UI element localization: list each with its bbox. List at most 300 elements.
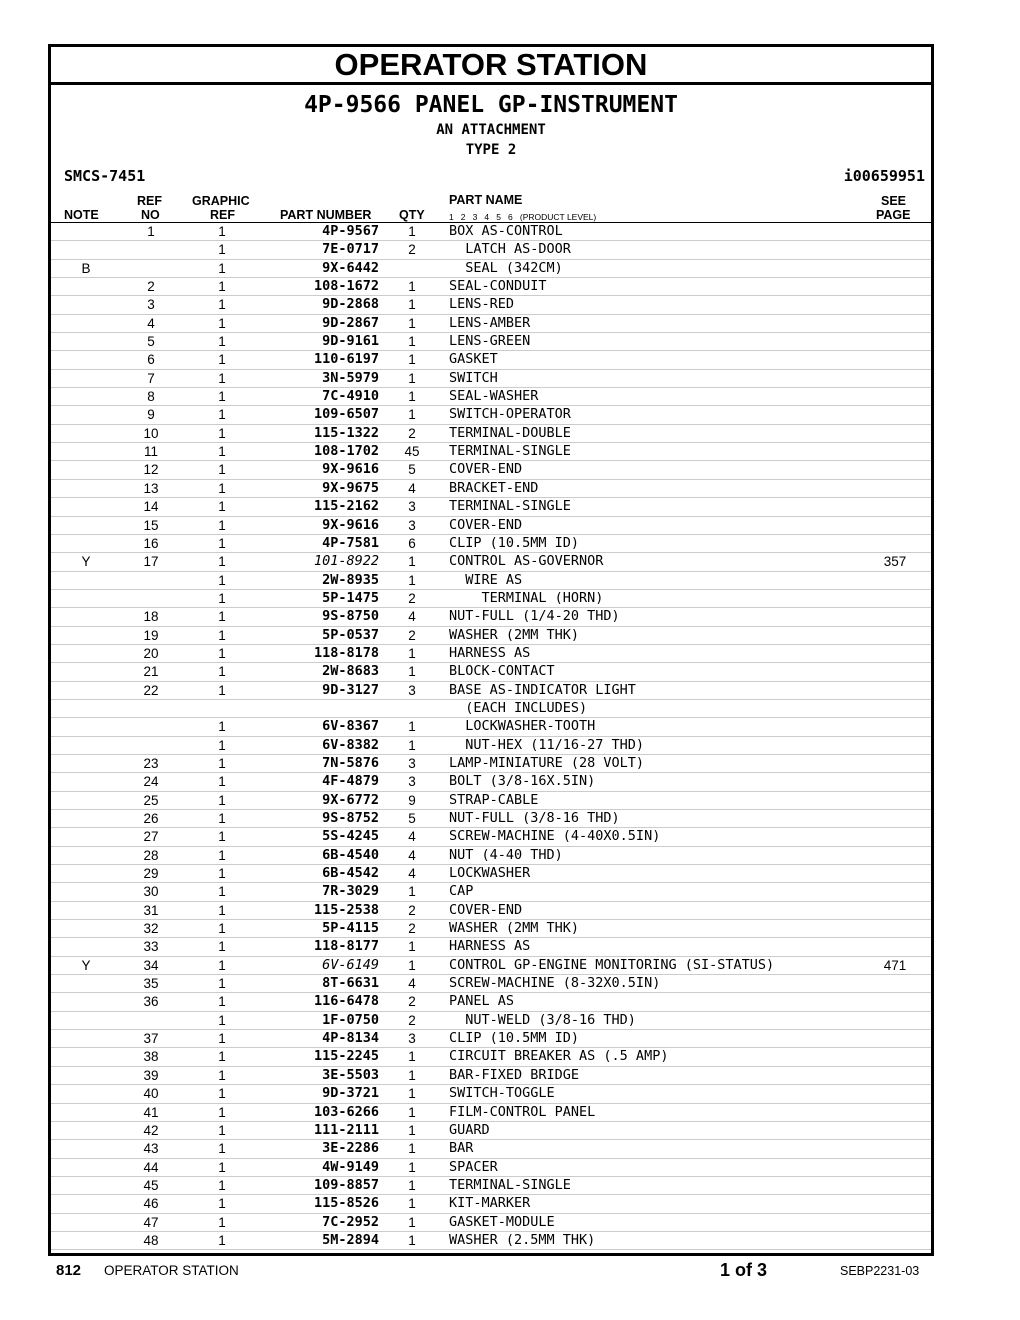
row-part-name: SEAL-WASHER xyxy=(449,388,539,405)
row-qty: 1 xyxy=(408,1049,416,1065)
row-graphic-ref: 1 xyxy=(218,811,226,826)
row-part-number: 9D-9161 xyxy=(322,333,379,350)
row-ref-no: 22 xyxy=(143,682,159,698)
row-qty: 5 xyxy=(408,811,416,826)
row-qty: 4 xyxy=(408,829,416,845)
row-part-name: TERMINAL-DOUBLE xyxy=(449,424,571,441)
row-graphic-ref: 1 xyxy=(218,1049,226,1065)
row-qty: 1 xyxy=(408,554,416,570)
table-row xyxy=(51,1159,931,1177)
row-part-number: 110-6197 xyxy=(313,351,379,368)
row-part-number: 6V-8367 xyxy=(322,718,379,735)
row-ref-no: 2 xyxy=(147,279,155,295)
row-graphic-ref: 1 xyxy=(218,976,226,992)
row-part-name: GUARD xyxy=(449,1121,490,1138)
table-row xyxy=(51,278,931,296)
row-qty: 1 xyxy=(408,279,416,295)
row-part-name: BOLT (3/8-16X.5IN) xyxy=(449,773,596,790)
row-graphic-ref: 1 xyxy=(218,921,226,937)
row-qty: 1 xyxy=(408,389,416,405)
row-qty: 45 xyxy=(404,444,420,460)
table-row xyxy=(51,828,931,846)
row-graphic-ref: 1 xyxy=(218,884,226,900)
footer-section: OPERATOR STATION xyxy=(104,1263,239,1278)
row-qty: 3 xyxy=(408,499,416,515)
header-note: NOTE xyxy=(64,208,99,222)
row-part-name: BAR xyxy=(449,1140,474,1157)
row-graphic-ref: 1 xyxy=(218,1031,226,1047)
table-row xyxy=(51,517,931,535)
row-qty: 2 xyxy=(408,242,416,258)
row-graphic-ref: 1 xyxy=(218,224,226,239)
row-qty: 4 xyxy=(408,866,416,882)
table-row xyxy=(51,957,931,975)
row-part-number: 5P-4115 xyxy=(322,920,379,937)
table-row xyxy=(51,1195,931,1213)
row-part-name: COVER-END xyxy=(449,901,523,918)
table-header xyxy=(51,190,931,223)
row-part-name: NUT-WELD (3/8-16 THD) xyxy=(449,1011,636,1028)
row-part-name: NUT-HEX (11/16-27 THD) xyxy=(449,736,645,753)
row-qty: 1 xyxy=(408,1232,416,1248)
row-qty: 1 xyxy=(408,407,416,423)
row-qty: 1 xyxy=(408,224,416,239)
row-ref-no: 12 xyxy=(143,462,159,478)
row-part-number: 7R-3029 xyxy=(322,883,379,900)
row-part-number: 1F-0750 xyxy=(322,1011,379,1028)
row-graphic-ref: 1 xyxy=(218,535,226,551)
row-part-name: (EACH INCLUDES) xyxy=(449,699,588,716)
row-part-number: 2W-8683 xyxy=(322,663,379,680)
row-graphic-ref: 1 xyxy=(218,866,226,882)
row-part-number: 6B-4542 xyxy=(322,865,379,882)
row-graphic-ref: 1 xyxy=(218,315,226,331)
table-row xyxy=(51,590,931,608)
row-ref-no: 42 xyxy=(143,1122,159,1138)
page-footer xyxy=(0,1260,1020,1284)
row-part-number: 7N-5876 xyxy=(322,754,379,771)
row-graphic-ref: 1 xyxy=(218,939,226,955)
row-graphic-ref: 1 xyxy=(218,554,226,570)
row-graphic-ref: 1 xyxy=(218,627,226,643)
row-ref-no: 39 xyxy=(143,1067,159,1083)
header-ref-top: REF xyxy=(137,194,162,208)
row-part-number: 9X-9616 xyxy=(322,516,379,533)
row-part-name: FILM-CONTROL PANEL xyxy=(449,1103,596,1120)
row-qty: 4 xyxy=(408,480,416,496)
row-graphic-ref: 1 xyxy=(218,1141,226,1157)
row-ref-no: 18 xyxy=(143,609,159,625)
row-part-number: 6B-4540 xyxy=(322,846,379,863)
row-part-number: 7C-4910 xyxy=(322,388,379,405)
table-row xyxy=(51,993,931,1011)
row-part-number: 6V-8382 xyxy=(322,736,379,753)
row-part-number: 9X-6772 xyxy=(322,791,379,808)
table-row xyxy=(51,1085,931,1103)
row-part-name: LOCKWASHER-TOOTH xyxy=(449,718,596,735)
row-part-number: 7C-2952 xyxy=(322,1213,379,1230)
row-part-number: 9S-8750 xyxy=(322,608,379,625)
subtitle-attachment: AN ATTACHMENT xyxy=(436,122,546,138)
row-ref-no: 7 xyxy=(147,370,155,386)
row-note: Y xyxy=(81,554,91,570)
illustration-id: i00659951 xyxy=(843,167,925,185)
row-ref-no: 27 xyxy=(143,829,159,845)
row-qty: 1 xyxy=(408,957,416,973)
row-ref-no: 28 xyxy=(143,847,159,863)
row-graphic-ref: 1 xyxy=(218,279,226,295)
row-part-number: 4F-4879 xyxy=(322,773,379,790)
table-row xyxy=(51,461,931,479)
row-part-name: CAP xyxy=(449,883,474,900)
row-part-name: NUT (4-40 THD) xyxy=(449,846,563,863)
subtitle-type: TYPE 2 xyxy=(465,142,517,158)
table-row xyxy=(51,792,931,810)
row-part-name: LENS-GREEN xyxy=(449,333,531,350)
table-row xyxy=(51,920,931,938)
row-part-number: 6V-6149 xyxy=(322,956,379,973)
row-graphic-ref: 1 xyxy=(218,242,226,258)
row-graphic-ref: 1 xyxy=(218,682,226,698)
table-row xyxy=(51,938,931,956)
table-row xyxy=(51,296,931,314)
row-qty: 3 xyxy=(408,1031,416,1047)
row-part-number: 115-8526 xyxy=(313,1195,379,1212)
row-qty: 1 xyxy=(408,719,416,735)
row-qty: 1 xyxy=(408,645,416,661)
row-qty: 1 xyxy=(408,1086,416,1102)
row-part-number: 4P-7581 xyxy=(322,534,379,551)
row-graphic-ref: 1 xyxy=(218,737,226,753)
row-ref-no: 23 xyxy=(143,755,159,771)
table-row xyxy=(51,645,931,663)
row-part-name: WASHER (2MM THK) xyxy=(449,626,580,643)
row-graphic-ref: 1 xyxy=(218,1104,226,1120)
row-part-number: 116-6478 xyxy=(313,993,379,1010)
row-part-name: WASHER (2MM THK) xyxy=(449,920,580,937)
footer-page-of: 1 of 3 xyxy=(720,1260,768,1280)
row-graphic-ref: 1 xyxy=(218,609,226,625)
row-ref-no: 44 xyxy=(143,1159,159,1175)
row-ref-no: 9 xyxy=(147,407,155,423)
footer-page-number: 812 xyxy=(56,1262,82,1279)
row-graphic-ref: 1 xyxy=(218,1196,226,1212)
row-part-number: 109-6507 xyxy=(313,406,379,423)
row-graphic-ref: 1 xyxy=(218,444,226,460)
table-row xyxy=(51,1177,931,1195)
row-ref-no: 14 xyxy=(143,499,159,515)
table-row xyxy=(51,865,931,883)
table-row xyxy=(51,663,931,681)
row-part-name: SWITCH-TOGGLE xyxy=(449,1085,555,1102)
row-graphic-ref: 1 xyxy=(218,957,226,973)
row-qty: 3 xyxy=(408,755,416,771)
row-part-name: CLIP (10.5MM ID) xyxy=(449,1030,580,1047)
row-part-name: LATCH AS-DOOR xyxy=(449,241,571,258)
row-part-number: 103-6266 xyxy=(313,1103,379,1120)
row-graphic-ref: 1 xyxy=(218,1177,226,1193)
row-qty: 3 xyxy=(408,774,416,790)
row-part-number: 9X-9616 xyxy=(322,461,379,478)
row-graphic-ref: 1 xyxy=(218,260,226,276)
row-qty: 1 xyxy=(408,1141,416,1157)
row-part-name: LAMP-MINIATURE (28 VOLT) xyxy=(449,754,645,771)
row-ref-no: 37 xyxy=(143,1031,159,1047)
row-part-number: 3E-5503 xyxy=(322,1066,379,1083)
row-part-name: BRACKET-END xyxy=(449,479,539,496)
row-ref-no: 17 xyxy=(143,554,159,570)
row-ref-no: 11 xyxy=(143,444,158,460)
row-part-number: 111-2111 xyxy=(313,1121,379,1138)
table-row xyxy=(51,700,931,718)
footer-doc-id: SEBP2231-03 xyxy=(840,1264,920,1278)
row-ref-no: 13 xyxy=(143,480,159,496)
row-qty: 2 xyxy=(408,425,416,441)
header-qty: QTY xyxy=(399,208,425,222)
row-part-number: 4P-8134 xyxy=(322,1030,379,1047)
row-part-number: 9D-2868 xyxy=(322,296,379,313)
row-ref-no: 3 xyxy=(147,297,155,313)
row-graphic-ref: 1 xyxy=(218,994,226,1010)
row-graphic-ref: 1 xyxy=(218,407,226,423)
row-ref-no: 34 xyxy=(143,957,159,973)
row-part-name: SWITCH xyxy=(449,369,498,386)
table-row xyxy=(51,480,931,498)
row-ref-no: 19 xyxy=(143,627,159,643)
table-row xyxy=(51,975,931,993)
row-graphic-ref: 1 xyxy=(218,755,226,771)
table-row xyxy=(51,443,931,461)
row-part-name: LOCKWASHER xyxy=(449,865,531,882)
row-part-name: BASE AS-INDICATOR LIGHT xyxy=(449,681,636,698)
row-part-number: 2W-8935 xyxy=(322,571,379,588)
row-ref-no: 30 xyxy=(143,884,159,900)
header-graphic-top: GRAPHIC xyxy=(192,194,250,208)
row-ref-no: 32 xyxy=(143,921,159,937)
row-qty: 1 xyxy=(408,939,416,955)
header-part-name: PART NAME xyxy=(449,193,523,207)
row-part-number: 115-1322 xyxy=(313,424,379,441)
table-row xyxy=(51,1122,931,1140)
row-ref-no: 40 xyxy=(143,1086,159,1102)
table-row xyxy=(51,388,931,406)
row-graphic-ref: 1 xyxy=(218,389,226,405)
row-part-number: 101-8922 xyxy=(313,553,379,570)
row-part-name: TERMINAL-SINGLE xyxy=(449,443,571,460)
row-part-number: 109-8857 xyxy=(313,1176,379,1193)
row-part-number: 8T-6631 xyxy=(322,975,379,992)
row-part-name: SCREW-MACHINE (4-40X0.5IN) xyxy=(449,828,661,845)
row-qty: 3 xyxy=(408,517,416,533)
table-row xyxy=(51,773,931,791)
row-part-number: 7E-0717 xyxy=(322,241,379,258)
row-part-name: CONTROL AS-GOVERNOR xyxy=(449,553,604,570)
row-part-number: 4W-9149 xyxy=(322,1158,379,1175)
row-part-name: TERMINAL-SINGLE xyxy=(449,1176,571,1193)
row-part-name: STRAP-CABLE xyxy=(449,791,539,808)
row-qty: 1 xyxy=(408,664,416,680)
header-see-bottom: PAGE xyxy=(876,208,911,222)
row-part-number: 118-8178 xyxy=(313,644,379,661)
row-ref-no: 6 xyxy=(147,352,155,368)
row-ref-no: 4 xyxy=(147,315,155,331)
row-graphic-ref: 1 xyxy=(218,1012,226,1028)
row-part-name: BOX AS-CONTROL xyxy=(449,223,563,239)
row-note: B xyxy=(81,260,91,276)
row-ref-no: 26 xyxy=(143,811,159,826)
table-row xyxy=(51,902,931,920)
row-part-name: SEAL-CONDUIT xyxy=(449,278,547,295)
row-part-name: GASKET-MODULE xyxy=(449,1213,555,1230)
row-graphic-ref: 1 xyxy=(218,1086,226,1102)
row-graphic-ref: 1 xyxy=(218,1159,226,1175)
row-part-name: COVER-END xyxy=(449,461,523,478)
row-part-number: 3E-2286 xyxy=(322,1140,379,1157)
header-part-number: PART NUMBER xyxy=(280,208,372,222)
row-qty: 4 xyxy=(408,609,416,625)
row-ref-no: 20 xyxy=(143,645,159,661)
table-row xyxy=(51,498,931,516)
row-part-name: HARNESS AS xyxy=(449,938,531,955)
row-note: Y xyxy=(81,957,91,973)
row-ref-no: 16 xyxy=(143,535,159,551)
row-part-name: TERMINAL (HORN) xyxy=(449,589,604,606)
row-qty: 5 xyxy=(408,462,416,478)
row-graphic-ref: 1 xyxy=(218,297,226,313)
row-part-number: 115-2245 xyxy=(313,1048,379,1065)
row-part-name: LENS-RED xyxy=(449,296,515,313)
table-row xyxy=(51,1048,931,1066)
table-row xyxy=(51,351,931,369)
row-ref-no: 35 xyxy=(143,976,159,992)
row-part-number: 9D-2867 xyxy=(322,314,379,331)
row-ref-no: 8 xyxy=(147,389,155,405)
row-qty: 1 xyxy=(408,884,416,900)
row-part-number: 118-8177 xyxy=(313,938,379,955)
row-ref-no: 41 xyxy=(143,1104,159,1120)
row-graphic-ref: 1 xyxy=(218,645,226,661)
row-qty: 3 xyxy=(408,682,416,698)
row-qty: 2 xyxy=(408,590,416,606)
header-see-top: SEE xyxy=(881,194,907,208)
row-part-name: CLIP (10.5MM ID) xyxy=(449,534,580,551)
row-part-number: 108-1702 xyxy=(313,443,379,460)
row-part-number: 4P-9567 xyxy=(322,223,379,239)
row-part-name: SWITCH-OPERATOR xyxy=(449,406,571,423)
row-part-name: NUT-FULL (3/8-16 THD) xyxy=(449,810,620,826)
table-row xyxy=(51,572,931,590)
row-ref-no: 31 xyxy=(143,902,159,918)
row-part-name: CONTROL GP-ENGINE MONITORING (SI-STATUS) xyxy=(449,956,775,973)
row-part-number: 3N-5979 xyxy=(322,369,379,386)
row-graphic-ref: 1 xyxy=(218,480,226,496)
row-see-page: 357 xyxy=(883,554,907,570)
row-qty: 1 xyxy=(408,1196,416,1212)
table-row xyxy=(51,718,931,736)
table-row xyxy=(51,1214,931,1232)
part-title: 4P-9566 PANEL GP-INSTRUMENT xyxy=(304,92,678,118)
table-row xyxy=(51,406,931,424)
table-row xyxy=(51,755,931,773)
row-part-number: 5P-0537 xyxy=(322,626,379,643)
row-part-name: WIRE AS xyxy=(449,571,523,588)
row-graphic-ref: 1 xyxy=(218,774,226,790)
row-graphic-ref: 1 xyxy=(218,664,226,680)
table-row xyxy=(51,241,931,259)
row-graphic-ref: 1 xyxy=(218,517,226,533)
row-part-name: PANEL AS xyxy=(449,993,515,1010)
table-row xyxy=(51,553,931,571)
row-graphic-ref: 1 xyxy=(218,462,226,478)
row-part-name: KIT-MARKER xyxy=(449,1195,531,1212)
row-part-name: BLOCK-CONTACT xyxy=(449,663,555,680)
row-ref-no: 10 xyxy=(143,425,159,441)
row-part-number: 115-2162 xyxy=(313,498,379,515)
row-part-number: 5S-4245 xyxy=(322,828,379,845)
row-part-name: BAR-FIXED BRIDGE xyxy=(449,1066,580,1083)
row-ref-no: 5 xyxy=(147,334,155,350)
table-row xyxy=(51,1140,931,1158)
table-row xyxy=(51,370,931,388)
row-qty: 1 xyxy=(408,1214,416,1230)
row-part-number: 9D-3127 xyxy=(322,681,379,698)
table-row xyxy=(51,682,931,700)
row-graphic-ref: 1 xyxy=(218,572,226,588)
table-row xyxy=(51,1030,931,1048)
table-row xyxy=(51,810,931,828)
row-ref-no: 36 xyxy=(143,994,159,1010)
table-row xyxy=(51,223,931,241)
row-graphic-ref: 1 xyxy=(218,1122,226,1138)
table-row xyxy=(51,333,931,351)
row-graphic-ref: 1 xyxy=(218,425,226,441)
row-ref-no: 38 xyxy=(143,1049,159,1065)
row-qty: 9 xyxy=(408,792,416,808)
row-part-name: SEAL (342CM) xyxy=(449,259,563,276)
row-graphic-ref: 1 xyxy=(218,590,226,606)
parts-table-body xyxy=(51,223,931,1250)
row-graphic-ref: 1 xyxy=(218,829,226,845)
row-ref-no: 47 xyxy=(143,1214,159,1230)
row-qty: 2 xyxy=(408,921,416,937)
row-ref-no: 24 xyxy=(143,774,159,790)
table-row xyxy=(51,260,931,278)
table-row xyxy=(51,627,931,645)
table-row xyxy=(51,1012,931,1030)
row-part-number: 5P-1475 xyxy=(322,589,379,606)
table-row xyxy=(51,608,931,626)
row-ref-no: 48 xyxy=(143,1232,159,1248)
row-graphic-ref: 1 xyxy=(218,1214,226,1230)
header-product-level: 1 2 3 4 5 6 (PRODUCT LEVEL) xyxy=(449,212,597,222)
section-title: OPERATOR STATION xyxy=(51,47,931,85)
row-part-number: 9S-8752 xyxy=(322,810,379,826)
row-part-number: 108-1672 xyxy=(313,278,379,295)
row-part-name: CIRCUIT BREAKER AS (.5 AMP) xyxy=(449,1048,669,1065)
row-qty: 4 xyxy=(408,847,416,863)
row-part-number: 5M-2894 xyxy=(322,1231,379,1248)
row-part-name: COVER-END xyxy=(449,516,523,533)
row-part-name: SCREW-MACHINE (8-32X0.5IN) xyxy=(449,975,661,992)
row-part-number: 9X-6442 xyxy=(322,259,379,276)
row-qty: 6 xyxy=(408,535,416,551)
table-row xyxy=(51,425,931,443)
header-graphic-bottom: REF xyxy=(210,208,235,222)
row-part-number: 9D-3721 xyxy=(322,1085,379,1102)
row-graphic-ref: 1 xyxy=(218,370,226,386)
row-graphic-ref: 1 xyxy=(218,902,226,918)
row-qty: 1 xyxy=(408,572,416,588)
